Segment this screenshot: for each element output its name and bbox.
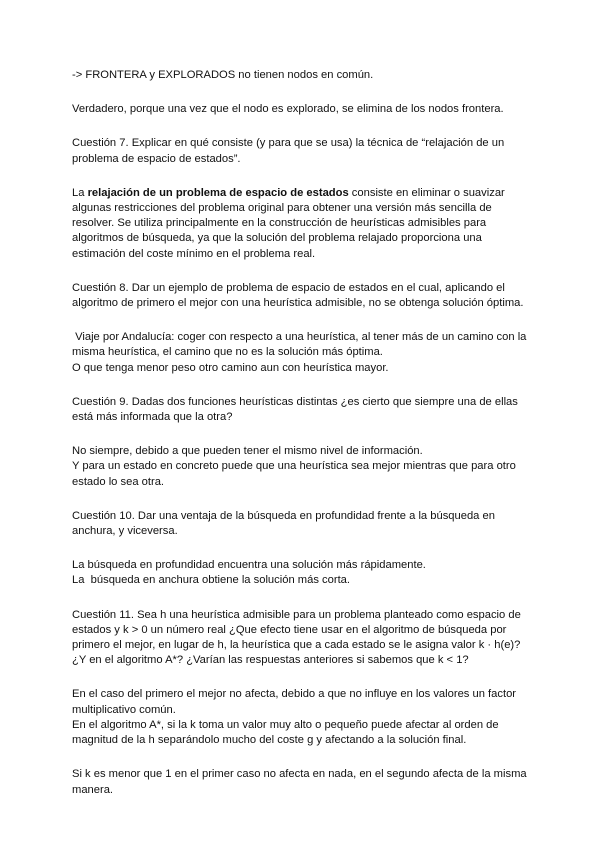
text-line: Cuestión 7. Explicar en qué consiste (y para que se usa) la técnica de “relajación de un — [72, 137, 505, 150]
text-line: En el caso del primero el mejor no afecta, debido a que no influye en los valores un factor — [72, 688, 517, 701]
text-line — [72, 186, 542, 201]
text-line: Cuestión 10. Dar una ventaja de la búsqueda en profundidad frente a la búsqueda en — [72, 509, 495, 522]
text-line: estado lo sea otra. — [72, 475, 165, 488]
text-line: No siempre, debido a que pueden tener el mismo nivel de información. — [72, 445, 423, 458]
text-line: Verdadero, porque una vez que el nodo es explorado, se elimina de los nodos frontera. — [72, 103, 504, 116]
answer-8 — [72, 330, 542, 376]
answer-10 — [72, 558, 542, 588]
text-line: En el algoritmo A*, si la k toma un valor muy alto o pequeño puede afectar al orden de — [72, 718, 499, 731]
question-8 — [72, 281, 542, 311]
text-line: está más informada que la otra? — [72, 411, 233, 424]
text-line: multiplicativo común. — [72, 703, 176, 716]
text-line: Cuestión 8. Dar un ejemplo de problema de espacio de estados en el cual, aplicando el — [72, 281, 505, 294]
text-line: algoritmos de búsqueda, ya que la solución del problema relajado proporciona una — [72, 232, 482, 245]
paragraph-answer-frontera — [72, 102, 542, 117]
question-7 — [72, 136, 542, 166]
text-line: algoritmo de primero el mejor con una heurística admisible, no se obtenga solución óptima. — [72, 297, 524, 310]
text-line: manera. — [72, 783, 114, 796]
text-line: -> FRONTERA y EXPLORADOS no tienen nodos en común. — [72, 69, 374, 81]
answer-7-lead: La — [72, 186, 88, 199]
text-line: O que tenga menor peso otro camino aun con heurística mayor. — [72, 361, 389, 374]
answer-11 — [72, 687, 542, 748]
paragraph-frontera — [72, 68, 542, 83]
text-line: Cuestión 9. Dadas dos funciones heurísticas distintas ¿es cierto que siempre una de ellas — [72, 395, 518, 408]
text-line: Viaje por Andalucía: coger con respecto a una heurística, al tener más de un camino con la — [72, 331, 527, 344]
text-line: estados y k > 0 un número real ¿Que efecto tiene usar en el algoritmo de búsqueda por — [72, 623, 507, 636]
text-line: problema de espacio de estados”. — [72, 152, 241, 165]
text-line: Cuestión 11. Sea h una heurística admisible para un problema planteado como espacio de — [72, 608, 521, 621]
answer-7-line-tail: consiste en eliminar o suavizar — [348, 186, 505, 199]
answer-7-bold-term: relajación de un problema de espacio de estados — [87, 186, 349, 199]
text-line: ¿Y en el algoritmo A*? ¿Varían las respuestas anteriores si sabemos que k < 1? — [72, 654, 469, 667]
text-line: primero el mejor, en lugar de h, la heurística que a cada estado se le asigna valor k · h(e)? — [72, 639, 521, 652]
text-line: algunas restricciones del problema original para obtener una versión más sencilla de — [72, 202, 492, 215]
text-line: Y para un estado en concreto puede que una heurística sea mejor mientras que para otro — [72, 460, 516, 473]
text-line: Si k es menor que 1 en el primer caso no afecta en nada, en el segundo afecta de la misma — [72, 768, 527, 781]
text-line: La búsqueda en profundidad encuentra una solución más rápidamente. — [72, 559, 426, 572]
text-line: resolver. Se utiliza principalmente en la construcción de heurísticas admisibles para — [72, 217, 487, 230]
answer-9 — [72, 444, 542, 490]
text-line: anchura, y viceversa. — [72, 525, 178, 538]
text-line: La búsqueda en anchura obtiene la solución más corta. — [72, 574, 351, 587]
text-line: misma heurística, el camino que no es la solución más óptima. — [72, 346, 383, 359]
question-11 — [72, 608, 542, 669]
document-body — [72, 68, 542, 817]
text-line: magnitud de la h separándolo mucho del coste g y afectando a la solución final. — [72, 734, 467, 747]
answer-7 — [72, 186, 542, 262]
answer-11-k-less-than-one — [72, 767, 542, 797]
text-line: estimación del coste mínimo en el problema real. — [72, 247, 316, 260]
question-10 — [72, 509, 542, 539]
question-9 — [72, 395, 542, 425]
